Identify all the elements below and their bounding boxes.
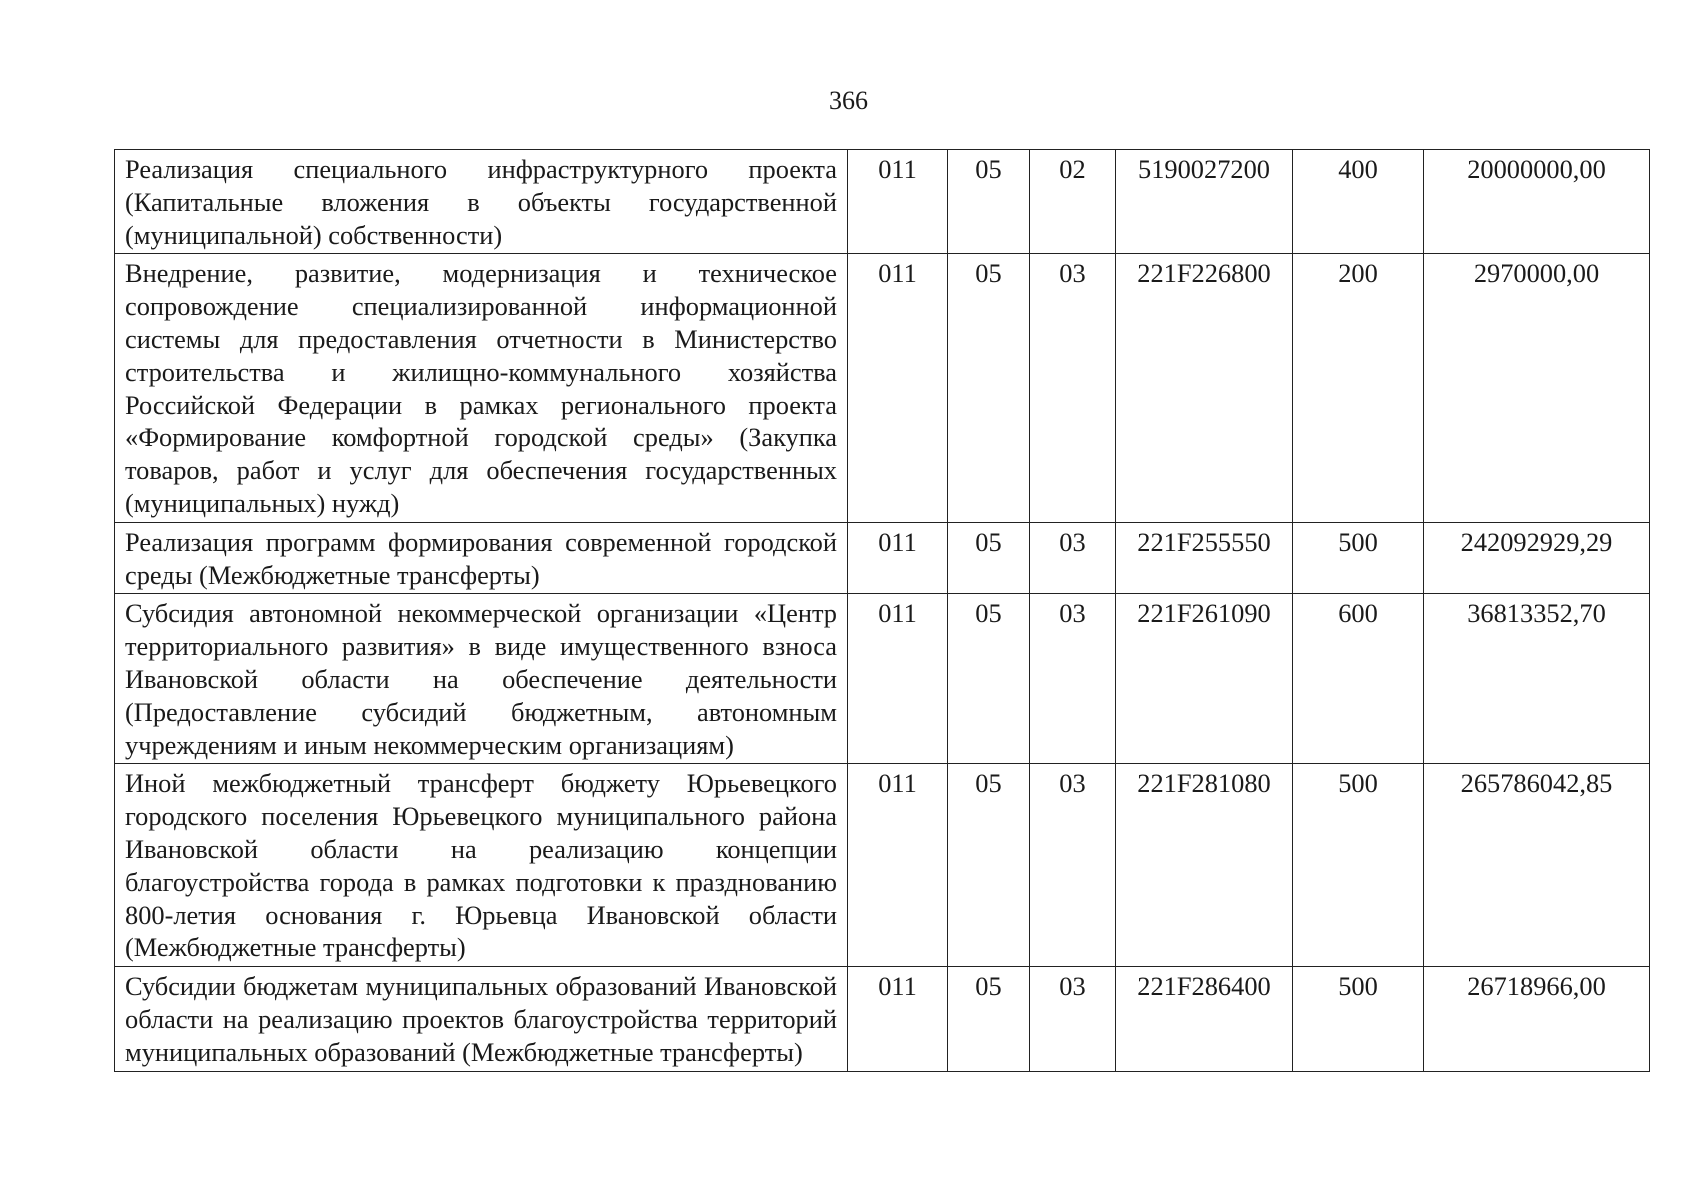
expense-type-cell: 500 bbox=[1293, 967, 1424, 1071]
grbs-cell: 011 bbox=[848, 150, 948, 254]
section-cell: 05 bbox=[948, 522, 1030, 594]
description-cell: Реализация программ формирования современной городской среды (Межбюджетные трансферты) bbox=[115, 522, 848, 594]
grbs-cell: 011 bbox=[848, 254, 948, 522]
table-row bbox=[115, 254, 1650, 522]
table-row bbox=[115, 150, 1650, 254]
expense-type-cell: 400 bbox=[1293, 150, 1424, 254]
table-row bbox=[115, 967, 1650, 1071]
table-row bbox=[115, 764, 1650, 967]
description-cell: Реализация специального инфраструктурного проекта (Капитальные вложения в объекты государственной (муниципальной) собственности) bbox=[115, 150, 848, 254]
section-cell: 05 bbox=[948, 764, 1030, 967]
subsection-cell: 03 bbox=[1030, 967, 1116, 1071]
grbs-cell: 011 bbox=[848, 522, 948, 594]
grbs-cell: 011 bbox=[848, 967, 948, 1071]
amount-cell: 20000000,00 bbox=[1424, 150, 1650, 254]
section-cell: 05 bbox=[948, 967, 1030, 1071]
target-article-cell: 5190027200 bbox=[1116, 150, 1293, 254]
amount-cell: 242092929,29 bbox=[1424, 522, 1650, 594]
subsection-cell: 03 bbox=[1030, 594, 1116, 764]
amount-cell: 36813352,70 bbox=[1424, 594, 1650, 764]
target-article-cell: 221F261090 bbox=[1116, 594, 1293, 764]
section-cell: 05 bbox=[948, 254, 1030, 522]
table-row bbox=[115, 594, 1650, 764]
grbs-cell: 011 bbox=[848, 594, 948, 764]
grbs-cell: 011 bbox=[848, 764, 948, 967]
description-cell: Субсидия автономной некоммерческой организации «Центр территориального развития» в виде имущественного взноса Ивановской области на обеспечение деятельности (Предоставление субсидий бюджетным, автономным учреждениям и иным некоммерческим организациям) bbox=[115, 594, 848, 764]
section-cell: 05 bbox=[948, 594, 1030, 764]
budget-table bbox=[114, 149, 1650, 1072]
description-cell: Субсидии бюджетам муниципальных образований Ивановской области на реализацию проектов благоустройства территорий муниципальных образований (Межбюджетные трансферты) bbox=[115, 967, 848, 1071]
target-article-cell: 221F226800 bbox=[1116, 254, 1293, 522]
section-cell: 05 bbox=[948, 150, 1030, 254]
expense-type-cell: 200 bbox=[1293, 254, 1424, 522]
page-number: 366 bbox=[829, 86, 868, 115]
amount-cell: 2970000,00 bbox=[1424, 254, 1650, 522]
description-cell: Внедрение, развитие, модернизация и техническое сопровождение специализированной информационной системы для предоставления отчетности в Министерство строительства и жилищно-коммунального хозяйства Российской Федерации в рамках регионального проекта «Формирование комфортной городской среды» (Закупка товаров, работ и услуг для обеспечения государственных (муниципальных) нужд) bbox=[115, 254, 848, 522]
description-cell: Иной межбюджетный трансферт бюджету Юрьевецкого городского поселения Юрьевецкого муниципального района Ивановской области на реализацию концепции благоустройства города в рамках подготовки к празднованию 800-летия основания г. Юрьевца Ивановской области (Межбюджетные трансферты) bbox=[115, 764, 848, 967]
expense-type-cell: 500 bbox=[1293, 522, 1424, 594]
target-article-cell: 221F286400 bbox=[1116, 967, 1293, 1071]
expense-type-cell: 500 bbox=[1293, 764, 1424, 967]
subsection-cell: 03 bbox=[1030, 522, 1116, 594]
target-article-cell: 221F255550 bbox=[1116, 522, 1293, 594]
amount-cell: 265786042,85 bbox=[1424, 764, 1650, 967]
subsection-cell: 02 bbox=[1030, 150, 1116, 254]
amount-cell: 26718966,00 bbox=[1424, 967, 1650, 1071]
target-article-cell: 221F281080 bbox=[1116, 764, 1293, 967]
subsection-cell: 03 bbox=[1030, 254, 1116, 522]
expense-type-cell: 600 bbox=[1293, 594, 1424, 764]
table-row bbox=[115, 522, 1650, 594]
subsection-cell: 03 bbox=[1030, 764, 1116, 967]
